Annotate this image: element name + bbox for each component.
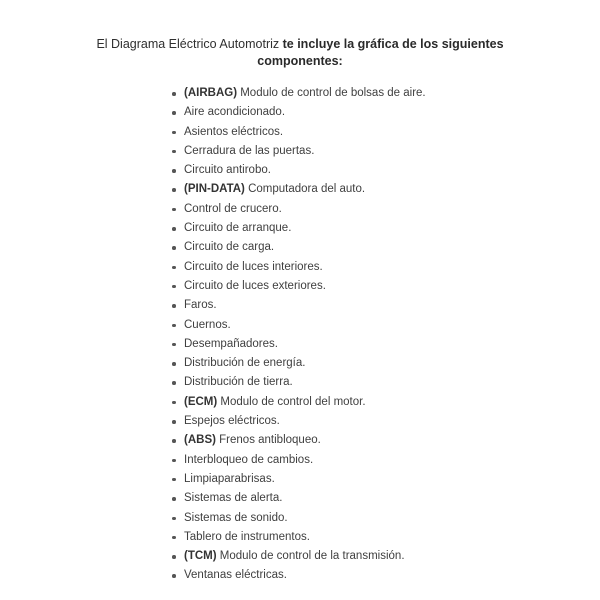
bullet-icon bbox=[172, 208, 176, 212]
item-text: Espejos eléctricos. bbox=[184, 415, 280, 428]
item-text: Circuito de luces exteriores. bbox=[184, 279, 326, 292]
intro-line-2 bbox=[40, 53, 560, 70]
list-item bbox=[172, 335, 426, 354]
item-abbr: (ECM) bbox=[184, 395, 218, 408]
list-item bbox=[172, 354, 426, 373]
bullet-icon bbox=[172, 420, 176, 424]
list-item bbox=[172, 412, 426, 431]
item-text: Desempañadores. bbox=[184, 337, 278, 350]
item-text: Computadora del auto. bbox=[244, 183, 366, 196]
intro-bold-text-1: te incluye la gráfica de los siguientes bbox=[282, 37, 504, 51]
bullet-icon bbox=[172, 517, 176, 521]
bullet-icon bbox=[172, 478, 176, 482]
list-item bbox=[172, 142, 426, 161]
bullet-icon bbox=[172, 555, 176, 559]
item-text: Modulo de control de bolsas de aire. bbox=[237, 87, 426, 99]
list-item bbox=[172, 200, 426, 219]
bullet-icon bbox=[172, 92, 176, 96]
list-item bbox=[172, 431, 426, 450]
intro-normal-text: El Diagrama Eléctrico Automotriz bbox=[96, 37, 283, 51]
list-item bbox=[172, 566, 426, 585]
item-text: Sistemas de alerta. bbox=[184, 492, 283, 505]
item-text: Ventanas eléctricas. bbox=[184, 569, 287, 582]
item-text: Tablero de instrumentos. bbox=[184, 530, 310, 543]
item-text: Sistemas de sonido. bbox=[184, 511, 288, 524]
bullet-icon bbox=[172, 343, 176, 347]
item-abbr: (ABS) bbox=[184, 434, 216, 447]
list-item bbox=[172, 489, 426, 508]
bullet-icon bbox=[172, 246, 176, 250]
item-abbr: (TCM) bbox=[184, 550, 217, 563]
item-text: Interbloqueo de cambios. bbox=[184, 453, 314, 466]
bullet-icon bbox=[172, 401, 176, 405]
item-text: Modulo de control de la transmisión. bbox=[216, 550, 405, 563]
item-text: Distribución de tierra. bbox=[184, 376, 293, 389]
item-text: Circuito de luces interiores. bbox=[184, 260, 323, 273]
item-text: Modulo de control del motor. bbox=[217, 395, 366, 408]
bullet-icon bbox=[172, 381, 176, 385]
bullet-icon bbox=[172, 227, 176, 231]
item-text: Circuito antirobo. bbox=[184, 164, 271, 177]
item-text: Circuito de arranque. bbox=[184, 222, 292, 235]
list-item bbox=[172, 219, 426, 238]
list-item bbox=[172, 373, 426, 392]
bullet-icon bbox=[172, 150, 176, 154]
bullet-icon bbox=[172, 574, 176, 578]
list-item bbox=[172, 470, 426, 489]
list-item bbox=[172, 277, 426, 296]
bullet-icon bbox=[172, 131, 176, 135]
list-item bbox=[172, 393, 426, 412]
list-item bbox=[172, 123, 426, 142]
bullet-icon bbox=[172, 266, 176, 270]
item-text: Cuernos. bbox=[184, 318, 231, 331]
item-text: Asientos eléctricos. bbox=[184, 125, 284, 138]
bullet-icon bbox=[172, 459, 176, 463]
list-item bbox=[172, 509, 426, 528]
item-abbr: (PIN-DATA) bbox=[184, 183, 245, 196]
list-item bbox=[172, 316, 426, 335]
list-item bbox=[172, 238, 426, 257]
intro-line-1 bbox=[40, 36, 560, 53]
list-item bbox=[172, 528, 426, 547]
item-text: Circuito de carga. bbox=[184, 241, 275, 254]
item-text: Frenos antibloqueo. bbox=[215, 434, 321, 447]
list-item bbox=[172, 451, 426, 470]
item-text: Aire acondicionado. bbox=[184, 106, 286, 119]
bullet-icon bbox=[172, 111, 176, 115]
list-item bbox=[172, 547, 426, 566]
list-item bbox=[172, 103, 426, 122]
bullet-icon bbox=[172, 439, 176, 443]
bullet-icon bbox=[172, 285, 176, 289]
list-item bbox=[172, 258, 426, 277]
item-text: Limpiaparabrisas. bbox=[184, 472, 275, 485]
item-text: Control de crucero. bbox=[184, 202, 282, 215]
list-item bbox=[172, 296, 426, 315]
intro-bold-text-2: componentes: bbox=[257, 54, 343, 68]
item-text: Distribución de energía. bbox=[184, 357, 306, 370]
intro-paragraph bbox=[40, 36, 560, 70]
bullet-icon bbox=[172, 536, 176, 540]
bullet-icon bbox=[172, 304, 176, 308]
bullet-icon bbox=[172, 188, 176, 192]
list-item bbox=[172, 84, 426, 103]
bullet-icon bbox=[172, 169, 176, 173]
bullet-icon bbox=[172, 324, 176, 328]
list-item bbox=[172, 180, 426, 199]
list-item bbox=[172, 161, 426, 180]
item-text: Faros. bbox=[184, 299, 217, 312]
item-abbr: (AIRBAG) bbox=[184, 87, 238, 99]
item-text: Cerradura de las puertas. bbox=[184, 144, 315, 157]
components-list bbox=[172, 84, 426, 586]
bullet-icon bbox=[172, 497, 176, 501]
bullet-icon bbox=[172, 362, 176, 366]
